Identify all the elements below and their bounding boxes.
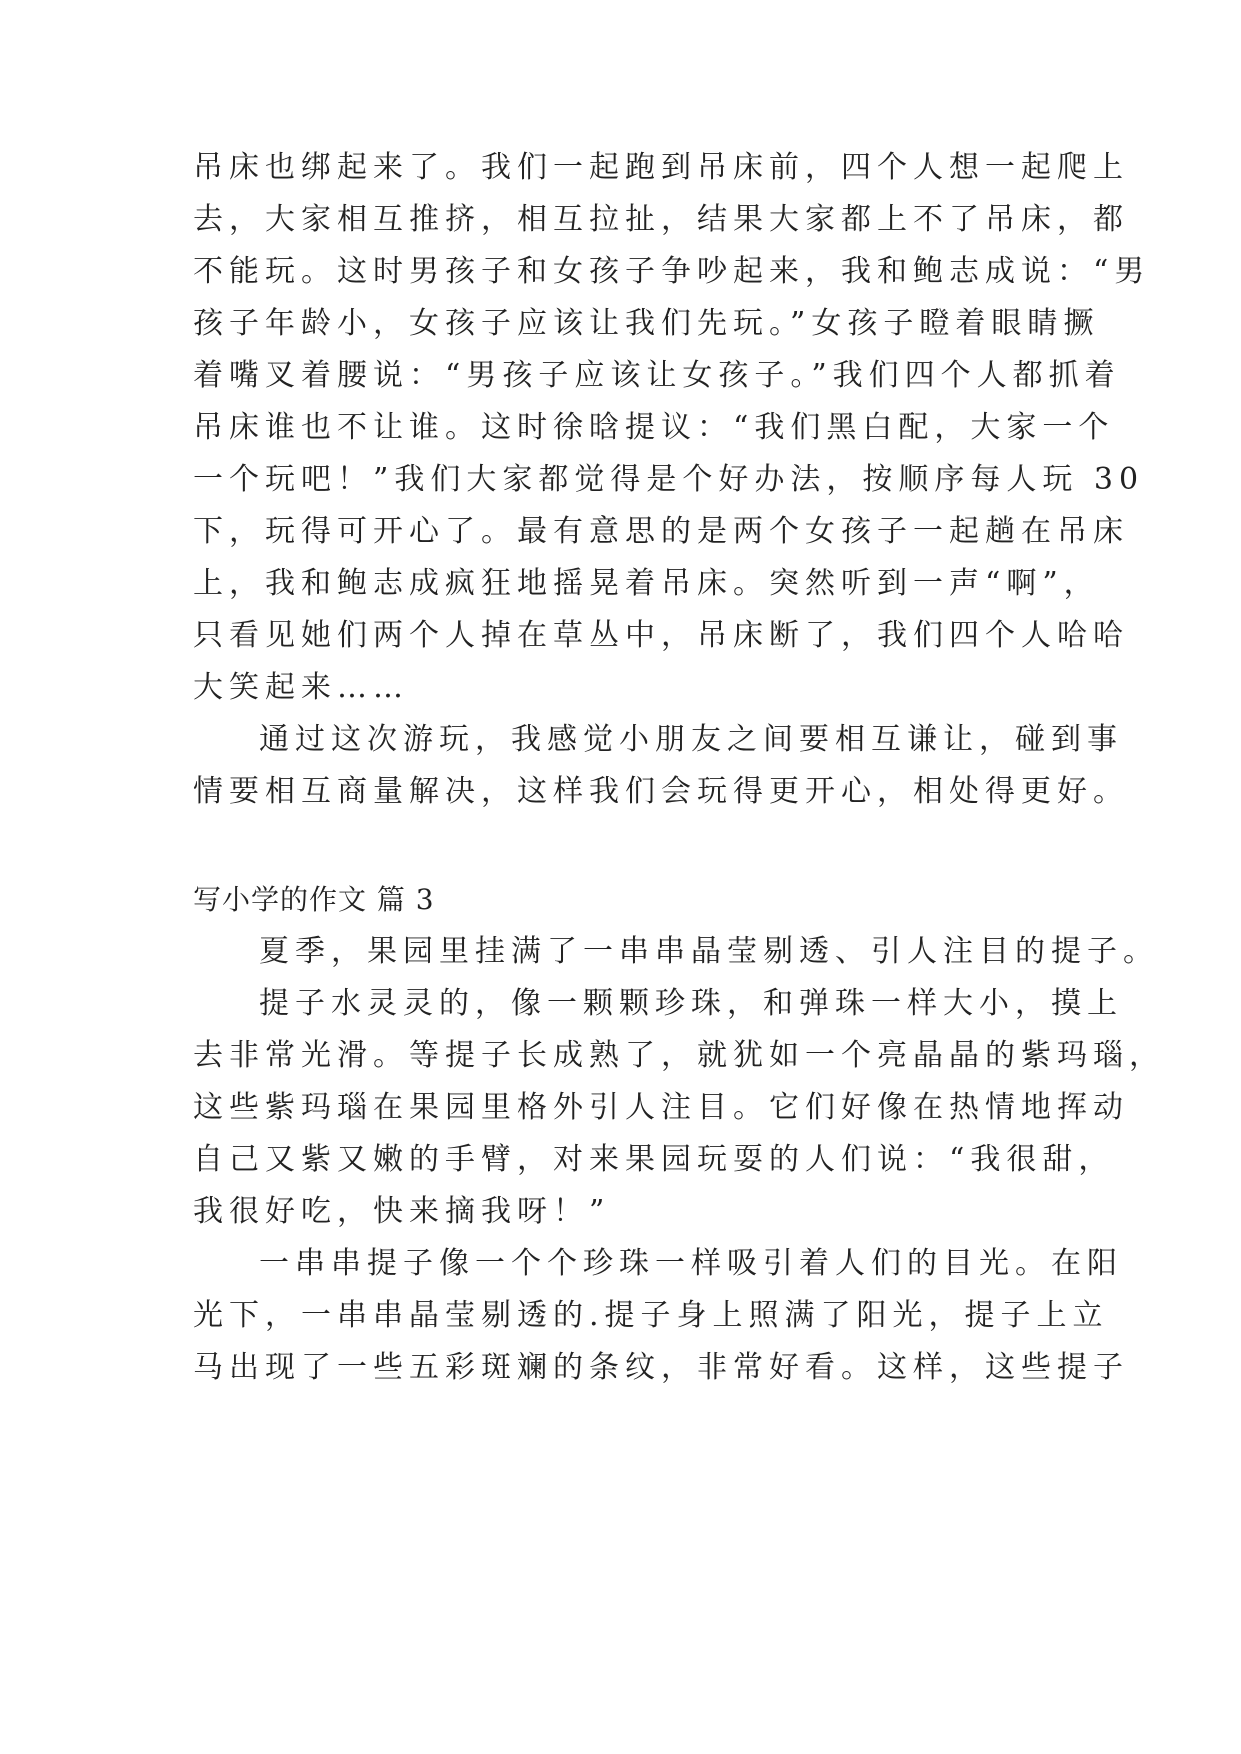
text-line: 只看见她们两个人掉在草丛中，吊床断了，我们四个人哈哈 [193, 618, 1129, 653]
text-line: 这些紫玛瑙在果园里格外引人注目。它们好像在热情地挥动 [193, 1090, 1129, 1125]
section-title: 写小学的作文 篇 3 [193, 883, 435, 916]
text-line: 孩子年龄小，女孩子应该让我们先玩。”女孩子瞪着眼睛撅 [193, 306, 1100, 341]
text-line: 一个玩吧！”我们大家都觉得是个好办法，按顺序每人玩 30 [193, 462, 1145, 497]
text-line: 一串串提子像一个个珍珠一样吸引着人们的目光。在阳 [259, 1246, 1123, 1281]
text-line: 马出现了一些五彩斑斓的条纹，非常好看。这样，这些提子 [193, 1350, 1129, 1385]
text-line: 通过这次游玩，我感觉小朋友之间要相互谦让，碰到事 [259, 722, 1123, 757]
text-line: 吊床谁也不让谁。这时徐晗提议：“我们黑白配，大家一个 [193, 410, 1115, 445]
text-line: 去非常光滑。等提子长成熟了，就犹如一个亮晶晶的紫玛瑙， [193, 1038, 1165, 1073]
text-line: 情要相互商量解决，这样我们会玩得更开心，相处得更好。 [193, 774, 1129, 809]
paragraph-conclusion [193, 714, 1129, 818]
paragraph-grape-description [193, 978, 1165, 1238]
text-line: 不能玩。这时男孩子和女孩子争吵起来，我和鲍志成说：“男 [193, 254, 1151, 289]
text-line: 我很好吃，快来摘我呀！” [193, 1194, 611, 1229]
paragraph-sunlight [193, 1238, 1129, 1394]
section-spacer [193, 818, 1053, 874]
text-line: 光下，一串串晶莹剔透的.提子身上照满了阳光，提子上立 [193, 1298, 1109, 1333]
document-page [193, 142, 1165, 1394]
text-line: 着嘴叉着腰说：“男孩子应该让女孩子。”我们四个人都抓着 [193, 358, 1121, 393]
text-line: 上，我和鲍志成疯狂地摇晃着吊床。突然听到一声“啊”， [193, 566, 1100, 601]
text-line: 夏季，果园里挂满了一串串晶莹剔透、引人注目的提子。 [259, 934, 1159, 969]
paragraph-hammock-story [193, 142, 1151, 714]
text-line: 提子水灵灵的，像一颗颗珍珠，和弹珠一样大小，摸上 [259, 986, 1123, 1021]
text-line: 去，大家相互推挤，相互拉扯，结果大家都上不了吊床，都 [193, 202, 1129, 237]
paragraph-summer-orchard [193, 926, 1159, 978]
text-line: 大笑起来…… [193, 670, 409, 705]
text-line: 下，玩得可开心了。最有意思的是两个女孩子一起趟在吊床 [193, 514, 1129, 549]
text-line: 自己又紫又嫩的手臂，对来果园玩耍的人们说：“我很甜， [193, 1142, 1115, 1177]
text-line: 吊床也绑起来了。我们一起跑到吊床前，四个人想一起爬上 [193, 150, 1129, 185]
